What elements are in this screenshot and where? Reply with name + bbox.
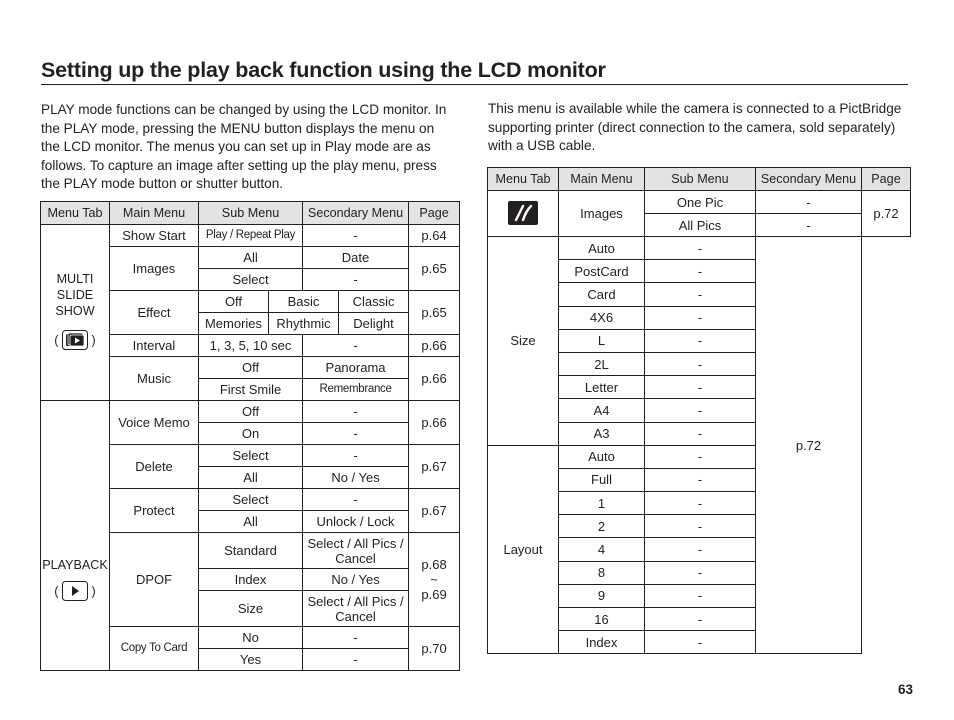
table-header-row (488, 168, 911, 191)
page-ref: p.66 (409, 401, 460, 445)
secondary-value: Panorama (303, 357, 409, 379)
main-dpof: DPOF (110, 533, 199, 627)
secondary-value: - (645, 584, 756, 607)
secondary-value: - (645, 399, 756, 422)
secondary-value: - (303, 649, 409, 671)
secondary-value: - (303, 225, 409, 247)
sub-value: 1, 3, 5, 10 sec (199, 335, 303, 357)
sub-value: Size (199, 591, 303, 627)
sub-value: One Pic (645, 191, 756, 214)
playback-label: PLAYBACK (42, 557, 108, 572)
sub-value: 4 (559, 538, 645, 561)
header-page: Page (409, 202, 460, 225)
main-layout: Layout (488, 445, 559, 654)
title-underline (41, 84, 908, 85)
page-title: Setting up the play back function using the LCD monitor (41, 58, 606, 82)
secondary-value: - (645, 561, 756, 584)
secondary-value: Remembrance (303, 379, 409, 401)
page-ref: p.72 (756, 237, 862, 654)
sub-value: 8 (559, 561, 645, 584)
page-ref: p.68 (421, 557, 447, 572)
header-menu-tab: Menu Tab (41, 202, 110, 225)
menu-tab-pictbridge (488, 191, 559, 237)
slideshow-icon (62, 330, 88, 354)
secondary-value: - (645, 306, 756, 329)
sub-value: Yes (199, 649, 303, 671)
sub-value: All Pics (645, 214, 756, 237)
secondary-value: - (645, 376, 756, 399)
effect-option: Rhythmic (269, 313, 339, 335)
secondary-value: - (645, 445, 756, 468)
paren-open: ( (54, 583, 59, 598)
secondary-value: - (645, 538, 756, 561)
secondary-value: - (645, 422, 756, 445)
sub-value: Off (199, 357, 303, 379)
main-size: Size (488, 237, 559, 446)
secondary-value: Date (303, 247, 409, 269)
page-ref: p.65 (409, 291, 460, 335)
secondary-value: - (756, 191, 862, 214)
effect-option: Memories (199, 313, 269, 335)
sub-value: 1 (559, 492, 645, 515)
secondary-value: - (303, 489, 409, 511)
size-layout-rows (488, 237, 911, 654)
sub-value: Auto (559, 445, 645, 468)
secondary-value: - (303, 627, 409, 649)
main-interval: Interval (110, 335, 199, 357)
menu-tab-multi-slide-show (41, 225, 110, 401)
table-row (41, 225, 460, 247)
sub-value: 2L (559, 352, 645, 375)
pictbridge-menu-table (487, 167, 911, 654)
page-ref: p.64 (409, 225, 460, 247)
header-main-menu: Main Menu (559, 168, 645, 191)
sub-value: First Smile (199, 379, 303, 401)
main-copy-to-card: Copy To Card (110, 627, 199, 671)
sub-value: Select (199, 445, 303, 467)
page-ref: p.67 (409, 445, 460, 489)
sub-value: Select (199, 489, 303, 511)
sub-value: 16 (559, 608, 645, 631)
menu-tab-playback (41, 401, 110, 671)
sub-value: Select (199, 269, 303, 291)
paren-open: ( (54, 333, 59, 348)
secondary-value: - (303, 423, 409, 445)
sub-value: Full (559, 468, 645, 491)
header-secondary-menu: Secondary Menu (303, 202, 409, 225)
sub-value: No (199, 627, 303, 649)
intro-paragraph-left: PLAY mode functions can be changed by using the LCD monitor. In the PLAY mode, pressing the MENU button displays the menu on the LCD monitor. The menus you can set up in Play mode are as follows. To capture an image after setting up the play menu, press the PLAY mode button or shutter button. (41, 102, 447, 192)
secondary-value: No / Yes (303, 467, 409, 489)
effect-option: Delight (339, 313, 409, 335)
page-ref: p.69 (421, 587, 447, 602)
multi-slide-show-label: MULTI SLIDE SHOW (55, 272, 95, 318)
paren-close: ) (91, 583, 96, 598)
secondary-value: Select / All Pics / Cancel (303, 591, 409, 627)
page-number: 63 (898, 682, 914, 697)
sub-value: PostCard (559, 260, 645, 283)
main-show-start: Show Start (110, 225, 199, 247)
page-ref: p.70 (409, 627, 460, 671)
effect-option: Basic (269, 291, 339, 313)
sub-value: All (199, 511, 303, 533)
header-secondary-menu: Secondary Menu (756, 168, 862, 191)
main-images: Images (559, 191, 645, 237)
sub-value: 4X6 (559, 306, 645, 329)
secondary-value: - (645, 631, 756, 654)
secondary-value: - (645, 283, 756, 306)
secondary-value: Unlock / Lock (303, 511, 409, 533)
page-ref: p.67 (409, 489, 460, 533)
header-page: Page (862, 168, 911, 191)
secondary-value: - (303, 445, 409, 467)
page-ref: p.65 (409, 247, 460, 291)
sub-value: Letter (559, 376, 645, 399)
secondary-value: - (303, 335, 409, 357)
sub-value: 9 (559, 584, 645, 607)
sub-value: Off (199, 401, 303, 423)
main-music: Music (110, 357, 199, 401)
sub-value: All (199, 467, 303, 489)
main-delete: Delete (110, 445, 199, 489)
paren-close: ) (91, 333, 96, 348)
sub-value: L (559, 329, 645, 352)
play-icon (62, 581, 88, 605)
secondary-value: - (756, 214, 862, 237)
secondary-value: - (645, 260, 756, 283)
page-range-tilde: ~ (430, 572, 438, 587)
header-menu-tab: Menu Tab (488, 168, 559, 191)
secondary-value: - (645, 515, 756, 538)
secondary-value: - (645, 329, 756, 352)
play-menu-table (40, 201, 460, 671)
secondary-value: - (645, 468, 756, 491)
header-sub-menu: Sub Menu (199, 202, 303, 225)
sub-value: All (199, 247, 303, 269)
header-sub-menu: Sub Menu (645, 168, 756, 191)
sub-value: 2 (559, 515, 645, 538)
secondary-value: Select / All Pics / Cancel (303, 533, 409, 569)
secondary-value: - (303, 269, 409, 291)
secondary-value: - (303, 401, 409, 423)
sub-value: A3 (559, 422, 645, 445)
main-voice-memo: Voice Memo (110, 401, 199, 445)
header-main-menu: Main Menu (110, 202, 199, 225)
page-ref-dpof (409, 533, 460, 627)
page-ref: p.66 (409, 357, 460, 401)
secondary-value: - (645, 608, 756, 631)
sub-value: Index (199, 569, 303, 591)
sub-value: A4 (559, 399, 645, 422)
sub-play-repeat: Play / Repeat Play (199, 225, 303, 247)
sub-value: Index (559, 631, 645, 654)
table-row (488, 237, 911, 260)
secondary-value: No / Yes (303, 569, 409, 591)
effect-option: Off (199, 291, 269, 313)
intro-paragraph-right: This menu is available while the camera is connected to a PictBridge supporting printer (direct connection to the camera, sold separately) with a USB cable. (488, 101, 902, 154)
sub-value: On (199, 423, 303, 445)
sub-value: Standard (199, 533, 303, 569)
page-ref: p.72 (862, 191, 911, 237)
sub-value: Auto (559, 237, 645, 260)
sub-value: Card (559, 283, 645, 306)
main-effect: Effect (110, 291, 199, 335)
secondary-value: - (645, 352, 756, 375)
secondary-value: - (645, 237, 756, 260)
table-header-row (41, 202, 460, 225)
pictbridge-icon (508, 201, 538, 228)
main-protect: Protect (110, 489, 199, 533)
table-row (41, 401, 460, 423)
effect-option: Classic (339, 291, 409, 313)
table-row (488, 191, 911, 214)
page-ref: p.66 (409, 335, 460, 357)
main-images: Images (110, 247, 199, 291)
secondary-value: - (645, 492, 756, 515)
